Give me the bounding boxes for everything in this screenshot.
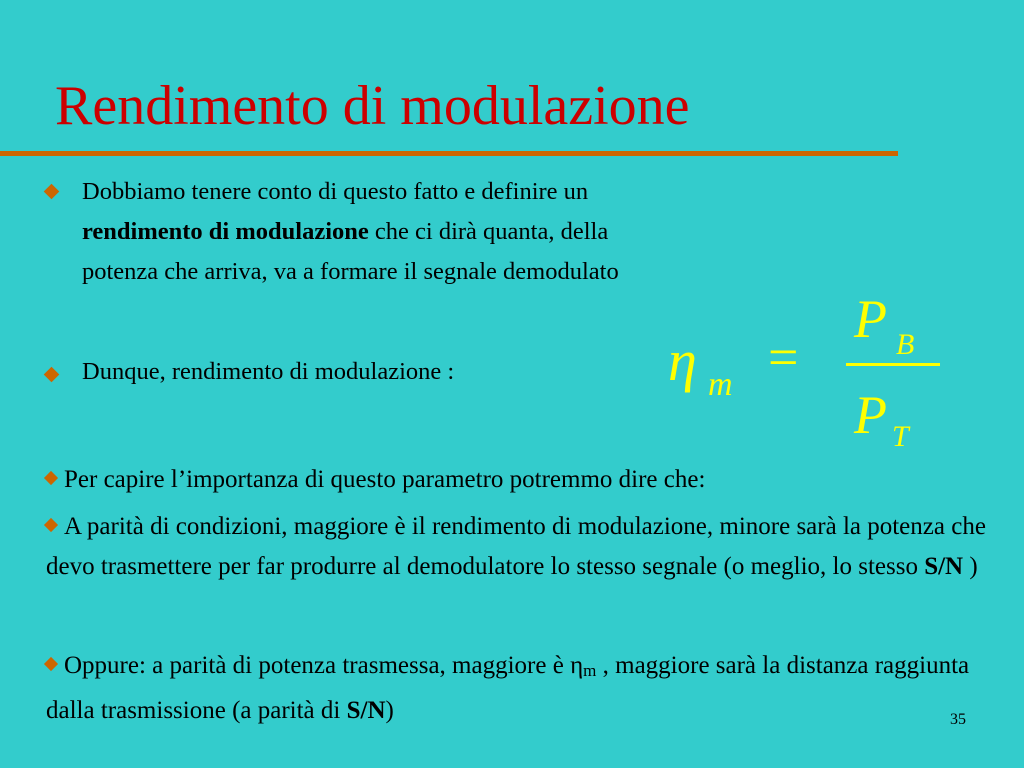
title-underline: [0, 151, 898, 156]
paragraph-1: [46, 460, 986, 500]
formula-eta: η: [668, 328, 697, 393]
formula-denominator-subscript: T: [892, 420, 909, 453]
paragraph-3-eta: η: [570, 652, 584, 679]
page-number: 35: [950, 711, 966, 728]
paragraph-2-text: A parità di condizioni, maggiore è il rendimento di modulazione, minore sarà la potenza che devo trasmettere per far produrre al demodulatore lo stesso segnale (o meglio, lo stesso: [46, 513, 986, 580]
paragraph-2: [46, 507, 986, 587]
slide-title: Rendimento di modulazione: [55, 75, 690, 137]
paragraph-2-tail: ): [963, 553, 978, 580]
paragraph-3-text-before: Oppure: a parità di potenza trasmessa, maggiore è: [64, 652, 571, 679]
paragraph-3: [46, 646, 986, 731]
diamond-bullet-icon: [44, 657, 58, 671]
paragraph-3-tail: ): [385, 697, 394, 724]
bullet2-text: Dunque, rendimento di modulazione :: [82, 358, 455, 385]
formula-eta-subscript: m: [708, 366, 733, 403]
paragraph-2-bold: S/N: [924, 553, 964, 580]
bullet1-line2: [82, 220, 608, 245]
efficiency-formula: [668, 289, 948, 453]
bullet1-line2-rest: che ci dirà quanta, della: [368, 218, 609, 245]
paragraph-3-bold: S/N: [346, 697, 386, 724]
bullet1-line1: Dobbiamo tenere conto di questo fatto e definire un: [82, 178, 589, 205]
paragraph-3-text-after: , maggiore sarà la distanza raggiunta dalla trasmissione (a parità di: [46, 652, 970, 724]
formula-equals: =: [768, 327, 799, 387]
formula-numerator: P: [854, 289, 887, 349]
diamond-bullet-icon: [44, 518, 58, 532]
bullet1-line3: potenza che arriva, va a formare il segnale demodulato: [82, 258, 619, 285]
diamond-bullet-icon: [44, 184, 60, 200]
diamond-bullet-icon: [44, 367, 60, 383]
formula-fraction-bar: [846, 363, 940, 366]
bullet1-bold-term: rendimento di modulazione: [82, 218, 369, 245]
formula-denominator: P: [854, 385, 887, 445]
paragraph-1-text: Per capire l’importanza di questo parametro potremmo dire che:: [64, 466, 706, 493]
paragraph-3-eta-subscript: m: [583, 661, 597, 680]
formula-numerator-subscript: B: [896, 328, 915, 361]
diamond-bullet-icon: [44, 471, 58, 485]
